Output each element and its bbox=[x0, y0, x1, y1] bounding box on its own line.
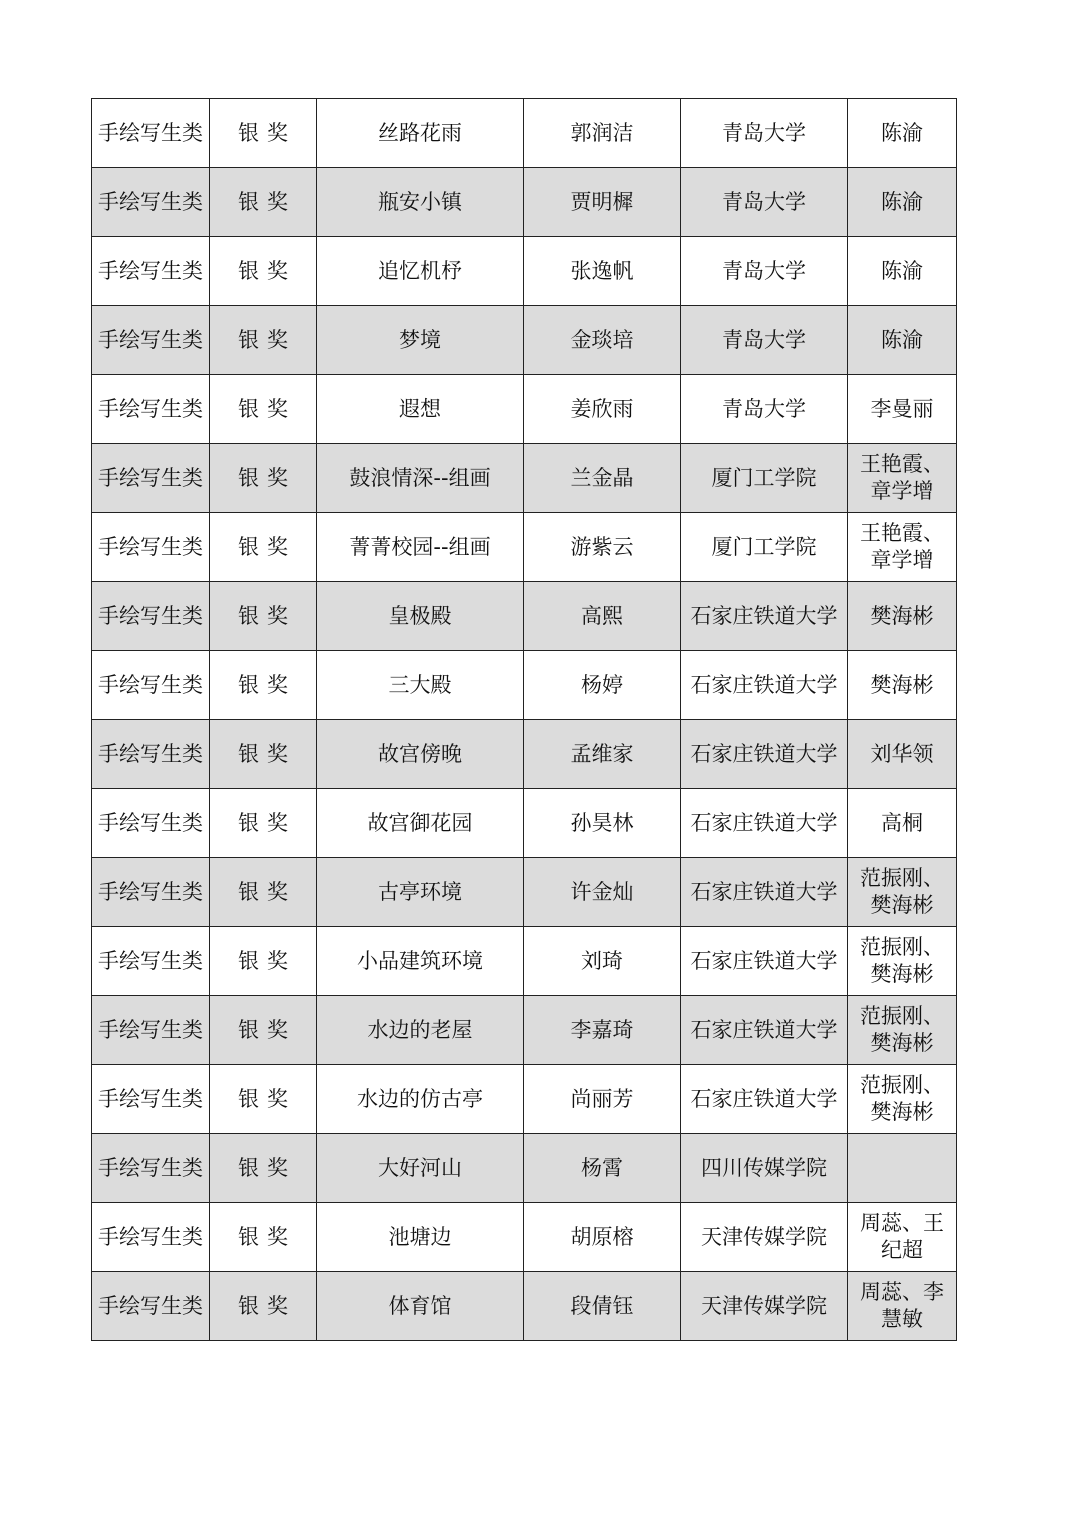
table-row bbox=[92, 651, 957, 720]
school-cell: 青岛大学 bbox=[681, 237, 848, 306]
author-cell: 张逸帆 bbox=[524, 237, 681, 306]
category-cell: 手绘写生类 bbox=[92, 858, 210, 927]
award-cell: 银奖 bbox=[210, 375, 317, 444]
school-cell: 石家庄铁道大学 bbox=[681, 1065, 848, 1134]
author-cell: 许金灿 bbox=[524, 858, 681, 927]
award-cell: 银奖 bbox=[210, 444, 317, 513]
work-title-cell: 瓶安小镇 bbox=[317, 168, 524, 237]
table-row bbox=[92, 720, 957, 789]
category-cell: 手绘写生类 bbox=[92, 582, 210, 651]
award-cell: 银奖 bbox=[210, 996, 317, 1065]
category-cell: 手绘写生类 bbox=[92, 1065, 210, 1134]
category-cell: 手绘写生类 bbox=[92, 927, 210, 996]
school-cell: 厦门工学院 bbox=[681, 444, 848, 513]
mentor-cell: 刘华领 bbox=[848, 720, 957, 789]
mentor-cell: 陈渝 bbox=[848, 168, 957, 237]
award-cell: 银奖 bbox=[210, 1272, 317, 1341]
author-cell: 杨婷 bbox=[524, 651, 681, 720]
school-cell: 四川传媒学院 bbox=[681, 1134, 848, 1203]
mentor-cell: 王艳霞、章学增 bbox=[848, 444, 957, 513]
mentor-cell: 范振刚、樊海彬 bbox=[848, 858, 957, 927]
category-cell: 手绘写生类 bbox=[92, 513, 210, 582]
award-cell: 银奖 bbox=[210, 306, 317, 375]
work-title-cell: 遐想 bbox=[317, 375, 524, 444]
mentor-cell: 李曼丽 bbox=[848, 375, 957, 444]
table-row bbox=[92, 444, 957, 513]
table-row bbox=[92, 306, 957, 375]
school-cell: 天津传媒学院 bbox=[681, 1203, 848, 1272]
award-cell: 银奖 bbox=[210, 513, 317, 582]
table-row bbox=[92, 1065, 957, 1134]
work-title-cell: 追忆机杼 bbox=[317, 237, 524, 306]
mentor-cell: 樊海彬 bbox=[848, 651, 957, 720]
mentor-cell: 陈渝 bbox=[848, 237, 957, 306]
mentor-cell: 樊海彬 bbox=[848, 582, 957, 651]
award-cell: 银奖 bbox=[210, 1065, 317, 1134]
work-title-cell: 池塘边 bbox=[317, 1203, 524, 1272]
school-cell: 青岛大学 bbox=[681, 99, 848, 168]
author-cell: 贾明樨 bbox=[524, 168, 681, 237]
table-row bbox=[92, 927, 957, 996]
table-row bbox=[92, 513, 957, 582]
author-cell: 郭润洁 bbox=[524, 99, 681, 168]
work-title-cell: 水边的老屋 bbox=[317, 996, 524, 1065]
school-cell: 天津传媒学院 bbox=[681, 1272, 848, 1341]
school-cell: 石家庄铁道大学 bbox=[681, 651, 848, 720]
award-cell: 银奖 bbox=[210, 237, 317, 306]
work-title-cell: 梦境 bbox=[317, 306, 524, 375]
mentor-cell: 陈渝 bbox=[848, 306, 957, 375]
award-cell: 银奖 bbox=[210, 99, 317, 168]
author-cell: 游紫云 bbox=[524, 513, 681, 582]
award-cell: 银奖 bbox=[210, 720, 317, 789]
award-cell: 银奖 bbox=[210, 858, 317, 927]
school-cell: 石家庄铁道大学 bbox=[681, 720, 848, 789]
mentor-cell bbox=[848, 1134, 957, 1203]
mentor-cell: 周蕊、李慧敏 bbox=[848, 1272, 957, 1341]
work-title-cell: 小品建筑环境 bbox=[317, 927, 524, 996]
mentor-cell: 高桐 bbox=[848, 789, 957, 858]
category-cell: 手绘写生类 bbox=[92, 1134, 210, 1203]
category-cell: 手绘写生类 bbox=[92, 789, 210, 858]
mentor-cell: 王艳霞、章学增 bbox=[848, 513, 957, 582]
category-cell: 手绘写生类 bbox=[92, 99, 210, 168]
award-cell: 银奖 bbox=[210, 1203, 317, 1272]
table-row bbox=[92, 582, 957, 651]
author-cell: 金琰培 bbox=[524, 306, 681, 375]
work-title-cell: 故宫傍晚 bbox=[317, 720, 524, 789]
author-cell: 段倩钰 bbox=[524, 1272, 681, 1341]
category-cell: 手绘写生类 bbox=[92, 168, 210, 237]
work-title-cell: 菁菁校园--组画 bbox=[317, 513, 524, 582]
category-cell: 手绘写生类 bbox=[92, 444, 210, 513]
work-title-cell: 体育馆 bbox=[317, 1272, 524, 1341]
table-row bbox=[92, 1203, 957, 1272]
table-row bbox=[92, 168, 957, 237]
award-cell: 银奖 bbox=[210, 582, 317, 651]
mentor-cell: 范振刚、樊海彬 bbox=[848, 927, 957, 996]
category-cell: 手绘写生类 bbox=[92, 720, 210, 789]
school-cell: 石家庄铁道大学 bbox=[681, 789, 848, 858]
mentor-cell: 范振刚、樊海彬 bbox=[848, 1065, 957, 1134]
award-cell: 银奖 bbox=[210, 168, 317, 237]
work-title-cell: 古亭环境 bbox=[317, 858, 524, 927]
author-cell: 杨霄 bbox=[524, 1134, 681, 1203]
category-cell: 手绘写生类 bbox=[92, 996, 210, 1065]
school-cell: 石家庄铁道大学 bbox=[681, 927, 848, 996]
award-list-table bbox=[91, 98, 957, 1341]
category-cell: 手绘写生类 bbox=[92, 651, 210, 720]
work-title-cell: 大好河山 bbox=[317, 1134, 524, 1203]
table-row bbox=[92, 99, 957, 168]
school-cell: 石家庄铁道大学 bbox=[681, 858, 848, 927]
table-row bbox=[92, 996, 957, 1065]
category-cell: 手绘写生类 bbox=[92, 306, 210, 375]
work-title-cell: 三大殿 bbox=[317, 651, 524, 720]
work-title-cell: 故宫御花园 bbox=[317, 789, 524, 858]
school-cell: 青岛大学 bbox=[681, 168, 848, 237]
author-cell: 李嘉琦 bbox=[524, 996, 681, 1065]
category-cell: 手绘写生类 bbox=[92, 237, 210, 306]
category-cell: 手绘写生类 bbox=[92, 375, 210, 444]
work-title-cell: 鼓浪情深--组画 bbox=[317, 444, 524, 513]
school-cell: 石家庄铁道大学 bbox=[681, 582, 848, 651]
category-cell: 手绘写生类 bbox=[92, 1203, 210, 1272]
work-title-cell: 皇极殿 bbox=[317, 582, 524, 651]
table-row bbox=[92, 237, 957, 306]
school-cell: 石家庄铁道大学 bbox=[681, 996, 848, 1065]
table-row bbox=[92, 1134, 957, 1203]
author-cell: 孟维家 bbox=[524, 720, 681, 789]
school-cell: 厦门工学院 bbox=[681, 513, 848, 582]
mentor-cell: 范振刚、樊海彬 bbox=[848, 996, 957, 1065]
author-cell: 刘琦 bbox=[524, 927, 681, 996]
school-cell: 青岛大学 bbox=[681, 306, 848, 375]
author-cell: 胡原榕 bbox=[524, 1203, 681, 1272]
award-cell: 银奖 bbox=[210, 1134, 317, 1203]
mentor-cell: 陈渝 bbox=[848, 99, 957, 168]
school-cell: 青岛大学 bbox=[681, 375, 848, 444]
author-cell: 兰金晶 bbox=[524, 444, 681, 513]
work-title-cell: 丝路花雨 bbox=[317, 99, 524, 168]
table-row bbox=[92, 789, 957, 858]
table-row bbox=[92, 375, 957, 444]
table-row bbox=[92, 1272, 957, 1341]
award-cell: 银奖 bbox=[210, 927, 317, 996]
author-cell: 姜欣雨 bbox=[524, 375, 681, 444]
award-list-body bbox=[92, 99, 957, 1341]
award-cell: 银奖 bbox=[210, 651, 317, 720]
work-title-cell: 水边的仿古亭 bbox=[317, 1065, 524, 1134]
author-cell: 高熙 bbox=[524, 582, 681, 651]
table-row bbox=[92, 858, 957, 927]
award-cell: 银奖 bbox=[210, 789, 317, 858]
author-cell: 孙昊林 bbox=[524, 789, 681, 858]
author-cell: 尚丽芳 bbox=[524, 1065, 681, 1134]
mentor-cell: 周蕊、王纪超 bbox=[848, 1203, 957, 1272]
category-cell: 手绘写生类 bbox=[92, 1272, 210, 1341]
